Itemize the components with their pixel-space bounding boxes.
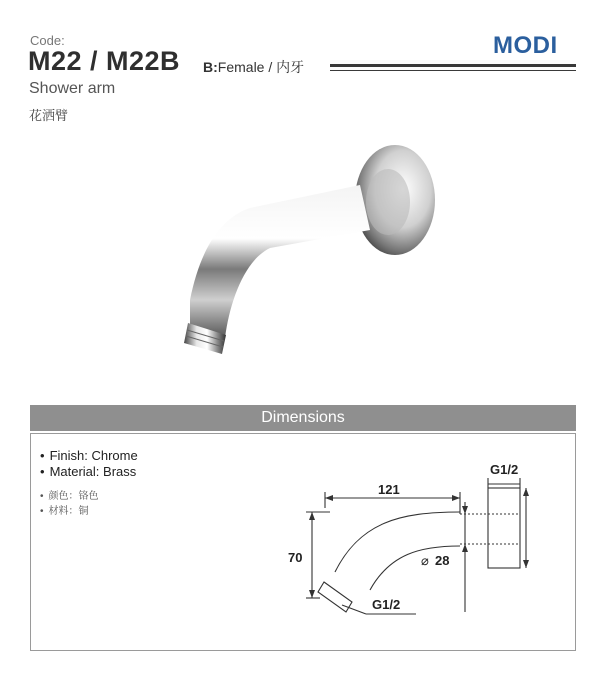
title-rule: [330, 64, 576, 71]
svg-text:28: 28: [435, 553, 450, 568]
code-label: Code:: [30, 33, 65, 48]
spec-finish: • Finish: Chrome: [40, 448, 138, 464]
svg-text:⌀: ⌀: [421, 553, 429, 568]
spec-material: • Material: Brass: [40, 464, 138, 480]
product-photo: [160, 140, 450, 370]
product-name-zh: 花洒臂: [29, 108, 69, 123]
spec-finish-zh: • 颜色：铬色: [40, 489, 99, 504]
drawing-flange: [488, 488, 520, 568]
brand-logo: MODI: [493, 32, 558, 59]
technical-drawing: [290, 462, 565, 622]
dim-length: 121: [378, 482, 400, 497]
dim-diameter: [421, 553, 449, 568]
arm-body: [190, 185, 370, 338]
dim-thread-top: G1/2: [490, 462, 519, 477]
dimensions-header: Dimensions: [30, 405, 576, 431]
spec-list-en: [40, 448, 138, 480]
variant-prefix: B:: [203, 59, 218, 75]
dim-height: 70: [288, 550, 303, 565]
spec-material-zh: • 材料：铜: [40, 504, 99, 519]
variant-text: Female / 内牙: [217, 59, 305, 75]
dim-thread-bottom: G1/2: [372, 597, 401, 612]
variant-info: [203, 57, 304, 77]
spec-list-zh: [40, 489, 99, 519]
product-model: M22 / M22B: [28, 46, 181, 76]
product-name-en: Shower arm: [29, 80, 116, 97]
